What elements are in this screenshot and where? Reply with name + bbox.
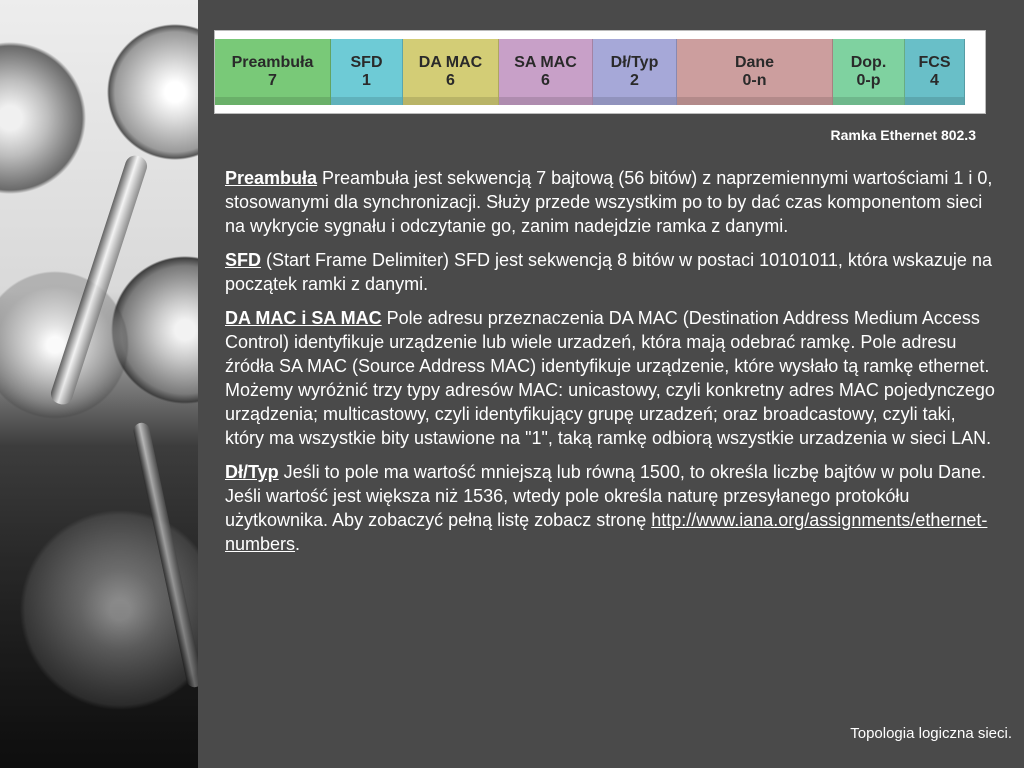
field-label: Dł/Typ <box>610 54 659 71</box>
paragraph-text: Preambuła jest sekwencją 7 bajtową (56 bitów) z naprzemiennymi wartościami 1 i 0, stosowanymi dla synchronizacji. Służy przede wszystkim po to by dać czas komponentom sieci na wykrycie sygnału i odczytanie go, zanim nadejdzie ramka z danymi. <box>225 168 993 236</box>
slide-footer: Topologia logiczna sieci. <box>850 725 1012 742</box>
paragraph-end: . <box>295 534 301 554</box>
field-size: 1 <box>362 72 371 89</box>
field-size: 0-n <box>742 72 767 89</box>
frame-field-length-type <box>593 39 677 105</box>
paragraph-text: (Start Frame Delimiter) SFD jest sekwencją 8 bitów w postaci 10101011, która wskazuje na początek ramki z danymi. <box>225 250 992 294</box>
description-text <box>225 166 995 566</box>
term-length-type: Dł/Typ <box>225 462 279 482</box>
frame-field-da-mac <box>403 39 499 105</box>
paragraph-text: Pole adresu przeznaczenia DA MAC (Destination Address Medium Access Control) identyfikuje urządzenie lub wiele urzadzeń, która mają odebrać ramkę. Pole adresu źródła SA MAC (Source Address MAC) identyfikuje urządzenie, które wysłało tą ramkę ethernet. Możemy wyróżnić trzy typy adresów MAC: unicastowy, czyli konkretny adres MAC pojedynczego urządzenia; multicastowy, czyli identyfikujący grupę urzadzeń; oraz broadcastowy, czyli taki, który ma wszystkie bity ustawione na "1", taką ramkę odbiorą wszystkie urzadzenia w sieci LAN. <box>225 308 995 448</box>
decorative-pushpin-photo <box>0 0 198 768</box>
photo-shadow <box>0 440 198 768</box>
field-label: Dane <box>734 54 775 71</box>
frame-field-fcs <box>905 39 965 105</box>
term-sfd: SFD <box>225 250 261 270</box>
paragraph-mac <box>225 306 995 450</box>
field-label: FCS <box>918 54 951 71</box>
ethernet-frame <box>215 39 985 105</box>
frame-field-sa-mac <box>499 39 593 105</box>
frame-field-preamble <box>215 39 331 105</box>
paragraph-length-type <box>225 460 995 556</box>
field-size: 6 <box>541 72 550 89</box>
field-label: Dop. <box>850 54 887 71</box>
field-label: Preambuła <box>231 54 314 71</box>
paragraph-preamble <box>225 166 995 238</box>
frame-field-padding <box>833 39 905 105</box>
diagram-caption: Ramka Ethernet 802.3 <box>830 127 976 143</box>
paragraph-sfd <box>225 248 995 296</box>
slide-content <box>198 0 1024 768</box>
field-label: DA MAC <box>418 54 483 71</box>
field-size: 6 <box>446 72 455 89</box>
term-preamble: Preambuła <box>225 168 318 188</box>
pushpin-needle-left <box>48 153 149 407</box>
field-size: 4 <box>930 72 939 89</box>
frame-field-data <box>677 39 833 105</box>
field-size: 2 <box>630 72 639 89</box>
field-size: 0-p <box>856 72 881 89</box>
ethernet-frame-diagram <box>214 30 986 114</box>
term-mac: DA MAC i SA MAC <box>225 308 382 328</box>
paragraph-text: Jeśli to pole ma wartość mniejszą lub równą 1500, to określa liczbę bajtów w polu Dane. Jeśli wartość jest większa niż 1536, wtedy pole określa naturę przesyłanego protokółu użytkownika. Aby zobaczyć pełną listę zobacz stronę <box>225 462 987 530</box>
frame-field-sfd <box>331 39 403 105</box>
field-label: SFD <box>350 54 383 71</box>
iana-link[interactable]: http://www.iana.org/assignments/ethernet-numbers <box>225 510 988 554</box>
field-size: 7 <box>268 72 277 89</box>
field-label: SA MAC <box>514 54 577 71</box>
